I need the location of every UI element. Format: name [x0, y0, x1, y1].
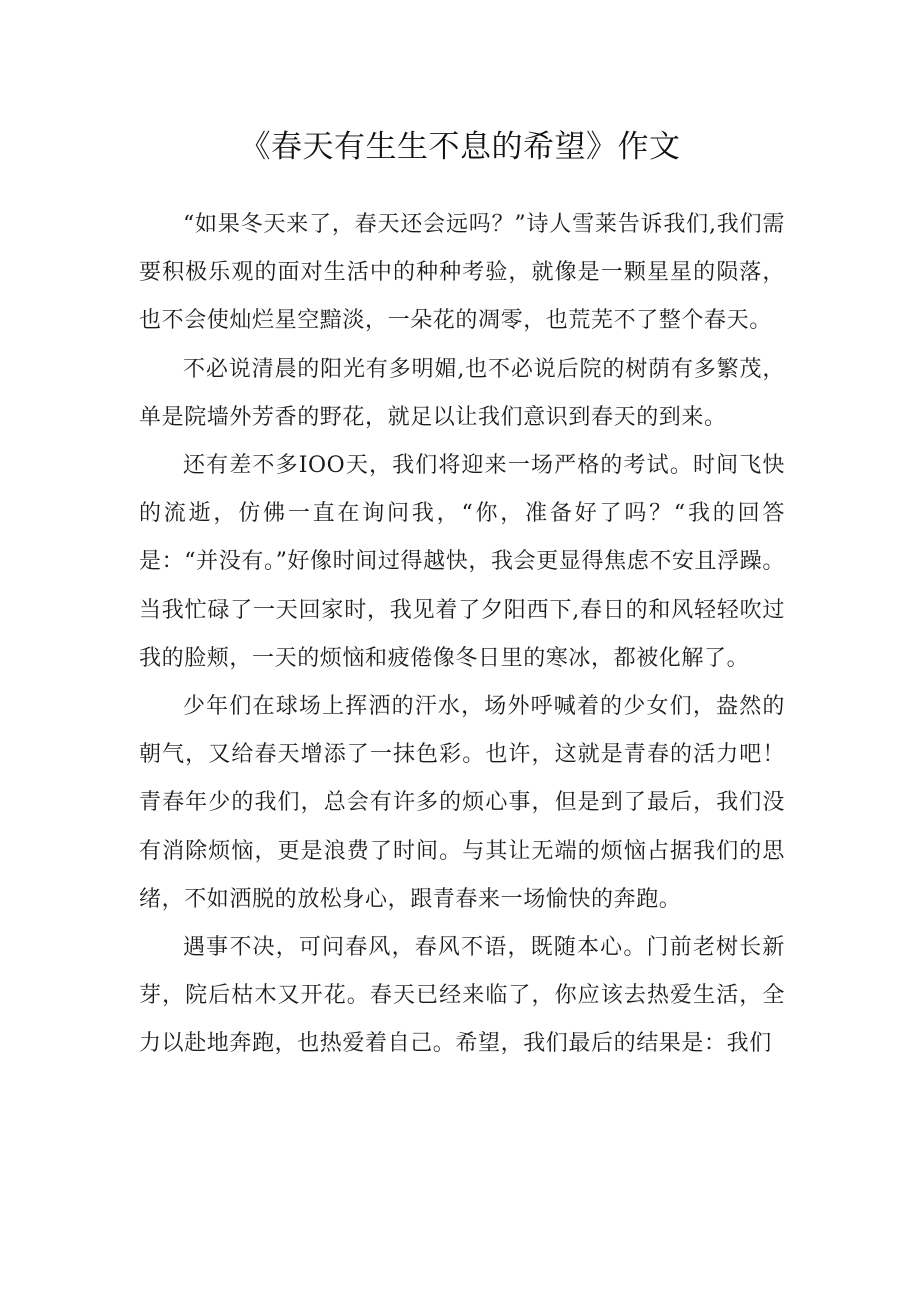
paragraph-2: 不必说清晨的阳光有多明媚,也不必说后院的树荫有多繁茂，单是院墙外芳香的野花，就足以让我们意识到春天的到来。	[139, 356, 785, 430]
document-title: 《春天有生生不息的希望》作文	[239, 129, 681, 165]
paragraph-3: 还有差不多IOO天，我们将迎来一场严格的考试。时间飞快的流逝，仿佛一直在询问我，“你，准备好了吗？“我的回答是：“并没有。”好像时间过得越快，我会更显得焦虑不安且浮躁。当我忙碌了一天回家时，我见着了夕阳西下,春日的和风轻轻吹过我的脸颊，一天的烦恼和疲倦像冬日里的寒冰，都被化解了。	[139, 453, 785, 671]
paragraph-1: “如果冬天来了，春天还会远吗？”诗人雪莱告诉我们,我们需要积极乐观的面对生活中的种种考验，就像是一颗星星的陨落，也不会使灿烂星空黯淡，一朵花的凋零，也荒芜不了整个春天。	[139, 212, 785, 334]
document-body	[139, 201, 785, 1069]
paragraph-4: 少年们在球场上挥洒的汗水，场外呼喊着的少女们，盎然的朝气，又给春天增添了一抹色彩。也许，这就是青春的活力吧！青春年少的我们，总会有许多的烦心事，但是到了最后，我们没有消除烦恼，更是浪费了时间。与其让无端的烦恼占据我们的思绪，不如洒脱的放松身心，跟青春来一场愉快的奔跑。	[139, 694, 785, 912]
paragraph-5: 遇事不决，可问春风，春风不语，既随本心。门前老树长新芽，院后枯木又开花。春天已经来临了，你应该去热爱生活，全力以赴地奔跑，也热爱着自己。希望，我们最后的结果是：我们	[139, 935, 785, 1057]
